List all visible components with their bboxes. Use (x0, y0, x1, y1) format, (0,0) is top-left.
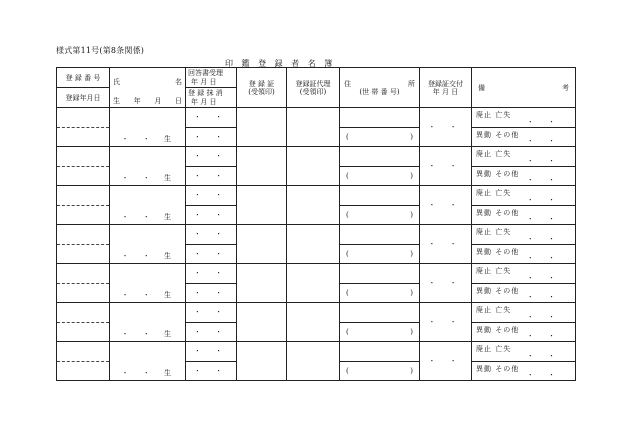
header-reply-2: 年 月 日 (191, 78, 217, 86)
cell-household-no[interactable]: ( ) (340, 322, 420, 342)
cell-note-changed[interactable]: 異動 その他 ・ ・ (472, 322, 576, 342)
cell-born: ・ ・ 生 (121, 369, 177, 377)
cell-note-abolished[interactable]: 廃止 亡失 ・ ・ (472, 147, 576, 167)
header-reply (186, 68, 237, 88)
header-birth-1: 年 (133, 97, 141, 105)
cell-note-changed[interactable]: 異動 その他 ・ ・ (472, 283, 576, 303)
header-address-1b: 所 (408, 79, 415, 88)
cell-name[interactable] (110, 342, 186, 381)
header-proxy-2: (受領印) (299, 87, 327, 96)
cell-note-abolished[interactable]: 廃止 亡失 ・ ・ (472, 186, 576, 206)
cell-reg-date[interactable] (57, 205, 110, 225)
cell-erase-date[interactable]: ・ ・ (186, 322, 237, 342)
header-note (472, 68, 576, 108)
table-row (57, 186, 576, 206)
cell-born: ・ ・ 生 (121, 135, 177, 143)
cell-born: ・ ・ 生 (121, 252, 177, 260)
cell-proxy-seal[interactable] (287, 147, 340, 186)
cell-note-changed[interactable]: 異動 その他 ・ ・ (472, 166, 576, 186)
header-name (110, 68, 186, 108)
cell-reg-date[interactable] (57, 361, 110, 381)
cell-reply-date[interactable]: ・ ・ (186, 186, 237, 206)
cell-issue-date[interactable]: ・ ・ (420, 225, 472, 264)
cell-reply-date[interactable]: ・ ・ (186, 225, 237, 245)
cell-cert-seal[interactable] (237, 225, 287, 264)
cell-issue-date[interactable]: ・ ・ (420, 264, 472, 303)
cell-name[interactable] (110, 264, 186, 303)
header-note-b: 考 (562, 83, 569, 92)
cell-note-changed[interactable]: 異動 その他 ・ ・ (472, 244, 576, 264)
header-issue-1: 登録証交付 (428, 79, 463, 88)
cell-cert-seal[interactable] (237, 108, 287, 147)
table-row (57, 342, 576, 362)
cell-cert-seal[interactable] (237, 342, 287, 381)
cell-address[interactable] (340, 303, 420, 323)
cell-erase-date[interactable]: ・ ・ (186, 166, 237, 186)
cell-issue-date[interactable]: ・ ・ (420, 342, 472, 381)
cell-note-changed[interactable]: 異動 その他 ・ ・ (472, 127, 576, 147)
cell-reg-no[interactable] (57, 225, 110, 245)
header-reg-no: 登 録 番 号 (57, 68, 110, 88)
cell-born: ・ ・ 生 (121, 291, 177, 299)
cell-cert-seal[interactable] (237, 303, 287, 342)
header-birth (113, 97, 182, 105)
header-cert-2: (受領印) (248, 87, 275, 96)
cell-address[interactable] (340, 186, 420, 206)
cell-name[interactable] (110, 303, 186, 342)
cell-address[interactable] (340, 108, 420, 128)
register-table (56, 67, 576, 381)
page-title: 印 鑑 登 録 者 名 簿 (225, 59, 336, 68)
cell-reg-date[interactable] (57, 322, 110, 342)
header-address-1a: 住 (344, 79, 351, 88)
table-row (57, 225, 576, 245)
cell-reply-date[interactable]: ・ ・ (186, 108, 237, 128)
cell-born: ・ ・ 生 (121, 213, 177, 221)
cell-erase-date[interactable]: ・ ・ (186, 205, 237, 225)
cell-reg-date[interactable] (57, 283, 110, 303)
header-reply-1: 回答書受理 (188, 69, 223, 77)
header-issue (420, 68, 472, 108)
cell-issue-date[interactable]: ・ ・ (420, 186, 472, 225)
table-row (57, 264, 576, 284)
cell-reply-date[interactable]: ・ ・ (186, 303, 237, 323)
cell-born: ・ ・ 生 (121, 174, 177, 182)
cell-note-changed[interactable]: 異動 その他 ・ ・ (472, 205, 576, 225)
cell-proxy-seal[interactable] (287, 303, 340, 342)
cell-reg-no[interactable] (57, 342, 110, 362)
header-reg-erase-1: 登 録 抹 消 (188, 89, 223, 97)
cell-cert-seal[interactable] (237, 147, 287, 186)
header-cert (237, 68, 287, 108)
header-reg-erase-2: 年 月 日 (191, 98, 217, 106)
cell-erase-date[interactable]: ・ ・ (186, 127, 237, 147)
cell-reg-no[interactable] (57, 147, 110, 167)
table-row (57, 303, 576, 323)
table-row (57, 147, 576, 167)
header-birth-2: 月 (154, 97, 162, 105)
header-birth-3: 日 (174, 97, 182, 105)
cell-address[interactable] (340, 147, 420, 167)
cell-household-no[interactable]: ( ) (340, 361, 420, 381)
cell-proxy-seal[interactable] (287, 108, 340, 147)
cell-reg-no[interactable] (57, 108, 110, 128)
cell-name[interactable] (110, 225, 186, 264)
cell-household-no[interactable]: ( ) (340, 166, 420, 186)
cell-reg-date[interactable] (57, 244, 110, 264)
header-reg-date: 登録年月日 (57, 88, 110, 108)
header-address (340, 68, 420, 108)
header-name-1: 氏 (113, 78, 120, 86)
header-proxy-1: 登録証代理 (295, 79, 331, 88)
cell-erase-date[interactable]: ・ ・ (186, 283, 237, 303)
header-issue-2: 年 月 日 (432, 87, 459, 96)
cell-reg-no[interactable] (57, 264, 110, 284)
cell-issue-date[interactable]: ・ ・ (420, 147, 472, 186)
cell-proxy-seal[interactable] (287, 264, 340, 303)
cell-name[interactable] (110, 147, 186, 186)
cell-household-no[interactable]: ( ) (340, 283, 420, 303)
table-row (57, 108, 576, 128)
cell-reply-date[interactable]: ・ ・ (186, 264, 237, 284)
cell-note-abolished[interactable]: 廃止 亡失 ・ ・ (472, 342, 576, 362)
cell-reply-date[interactable]: ・ ・ (186, 342, 237, 362)
cell-erase-date[interactable]: ・ ・ (186, 244, 237, 264)
cell-issue-date[interactable]: ・ ・ (420, 303, 472, 342)
cell-reg-date[interactable] (57, 127, 110, 147)
cell-reg-no[interactable] (57, 186, 110, 206)
header-reg-erase (186, 88, 237, 108)
form-id: 様式第11号(第8条関係) (56, 46, 145, 55)
cell-address[interactable] (340, 225, 420, 245)
cell-household-no[interactable]: ( ) (340, 244, 420, 264)
cell-note-abolished[interactable]: 廃止 亡失 ・ ・ (472, 264, 576, 284)
header-note-a: 備 (478, 83, 485, 92)
cell-proxy-seal[interactable] (287, 225, 340, 264)
cell-issue-date[interactable]: ・ ・ (420, 108, 472, 147)
cell-address[interactable] (340, 264, 420, 284)
cell-household-no[interactable]: ( ) (340, 205, 420, 225)
cell-note-abolished[interactable]: 廃止 亡失 ・ ・ (472, 225, 576, 245)
cell-cert-seal[interactable] (237, 264, 287, 303)
cell-cert-seal[interactable] (237, 186, 287, 225)
cell-reply-date[interactable]: ・ ・ (186, 147, 237, 167)
cell-born: ・ ・ 生 (121, 330, 177, 338)
header-address-2: (世 帯 番 号) (359, 87, 400, 96)
cell-note-abolished[interactable]: 廃止 亡失 ・ ・ (472, 108, 576, 128)
cell-note-changed[interactable]: 異動 その他 ・ ・ (472, 361, 576, 381)
cell-name[interactable] (110, 186, 186, 225)
header-cert-1: 登 録 証 (248, 79, 275, 88)
cell-address[interactable] (340, 342, 420, 362)
header-birth-0: 生 (113, 97, 120, 105)
cell-name[interactable] (110, 108, 186, 147)
cell-note-abolished[interactable]: 廃止 亡失 ・ ・ (472, 303, 576, 323)
cell-reg-date[interactable] (57, 166, 110, 186)
header-name-2: 名 (175, 78, 182, 86)
cell-erase-date[interactable]: ・ ・ (186, 361, 237, 381)
cell-household-no[interactable]: ( ) (340, 127, 420, 147)
header-proxy (287, 68, 340, 108)
cell-proxy-seal[interactable] (287, 186, 340, 225)
cell-proxy-seal[interactable] (287, 342, 340, 381)
cell-reg-no[interactable] (57, 303, 110, 323)
